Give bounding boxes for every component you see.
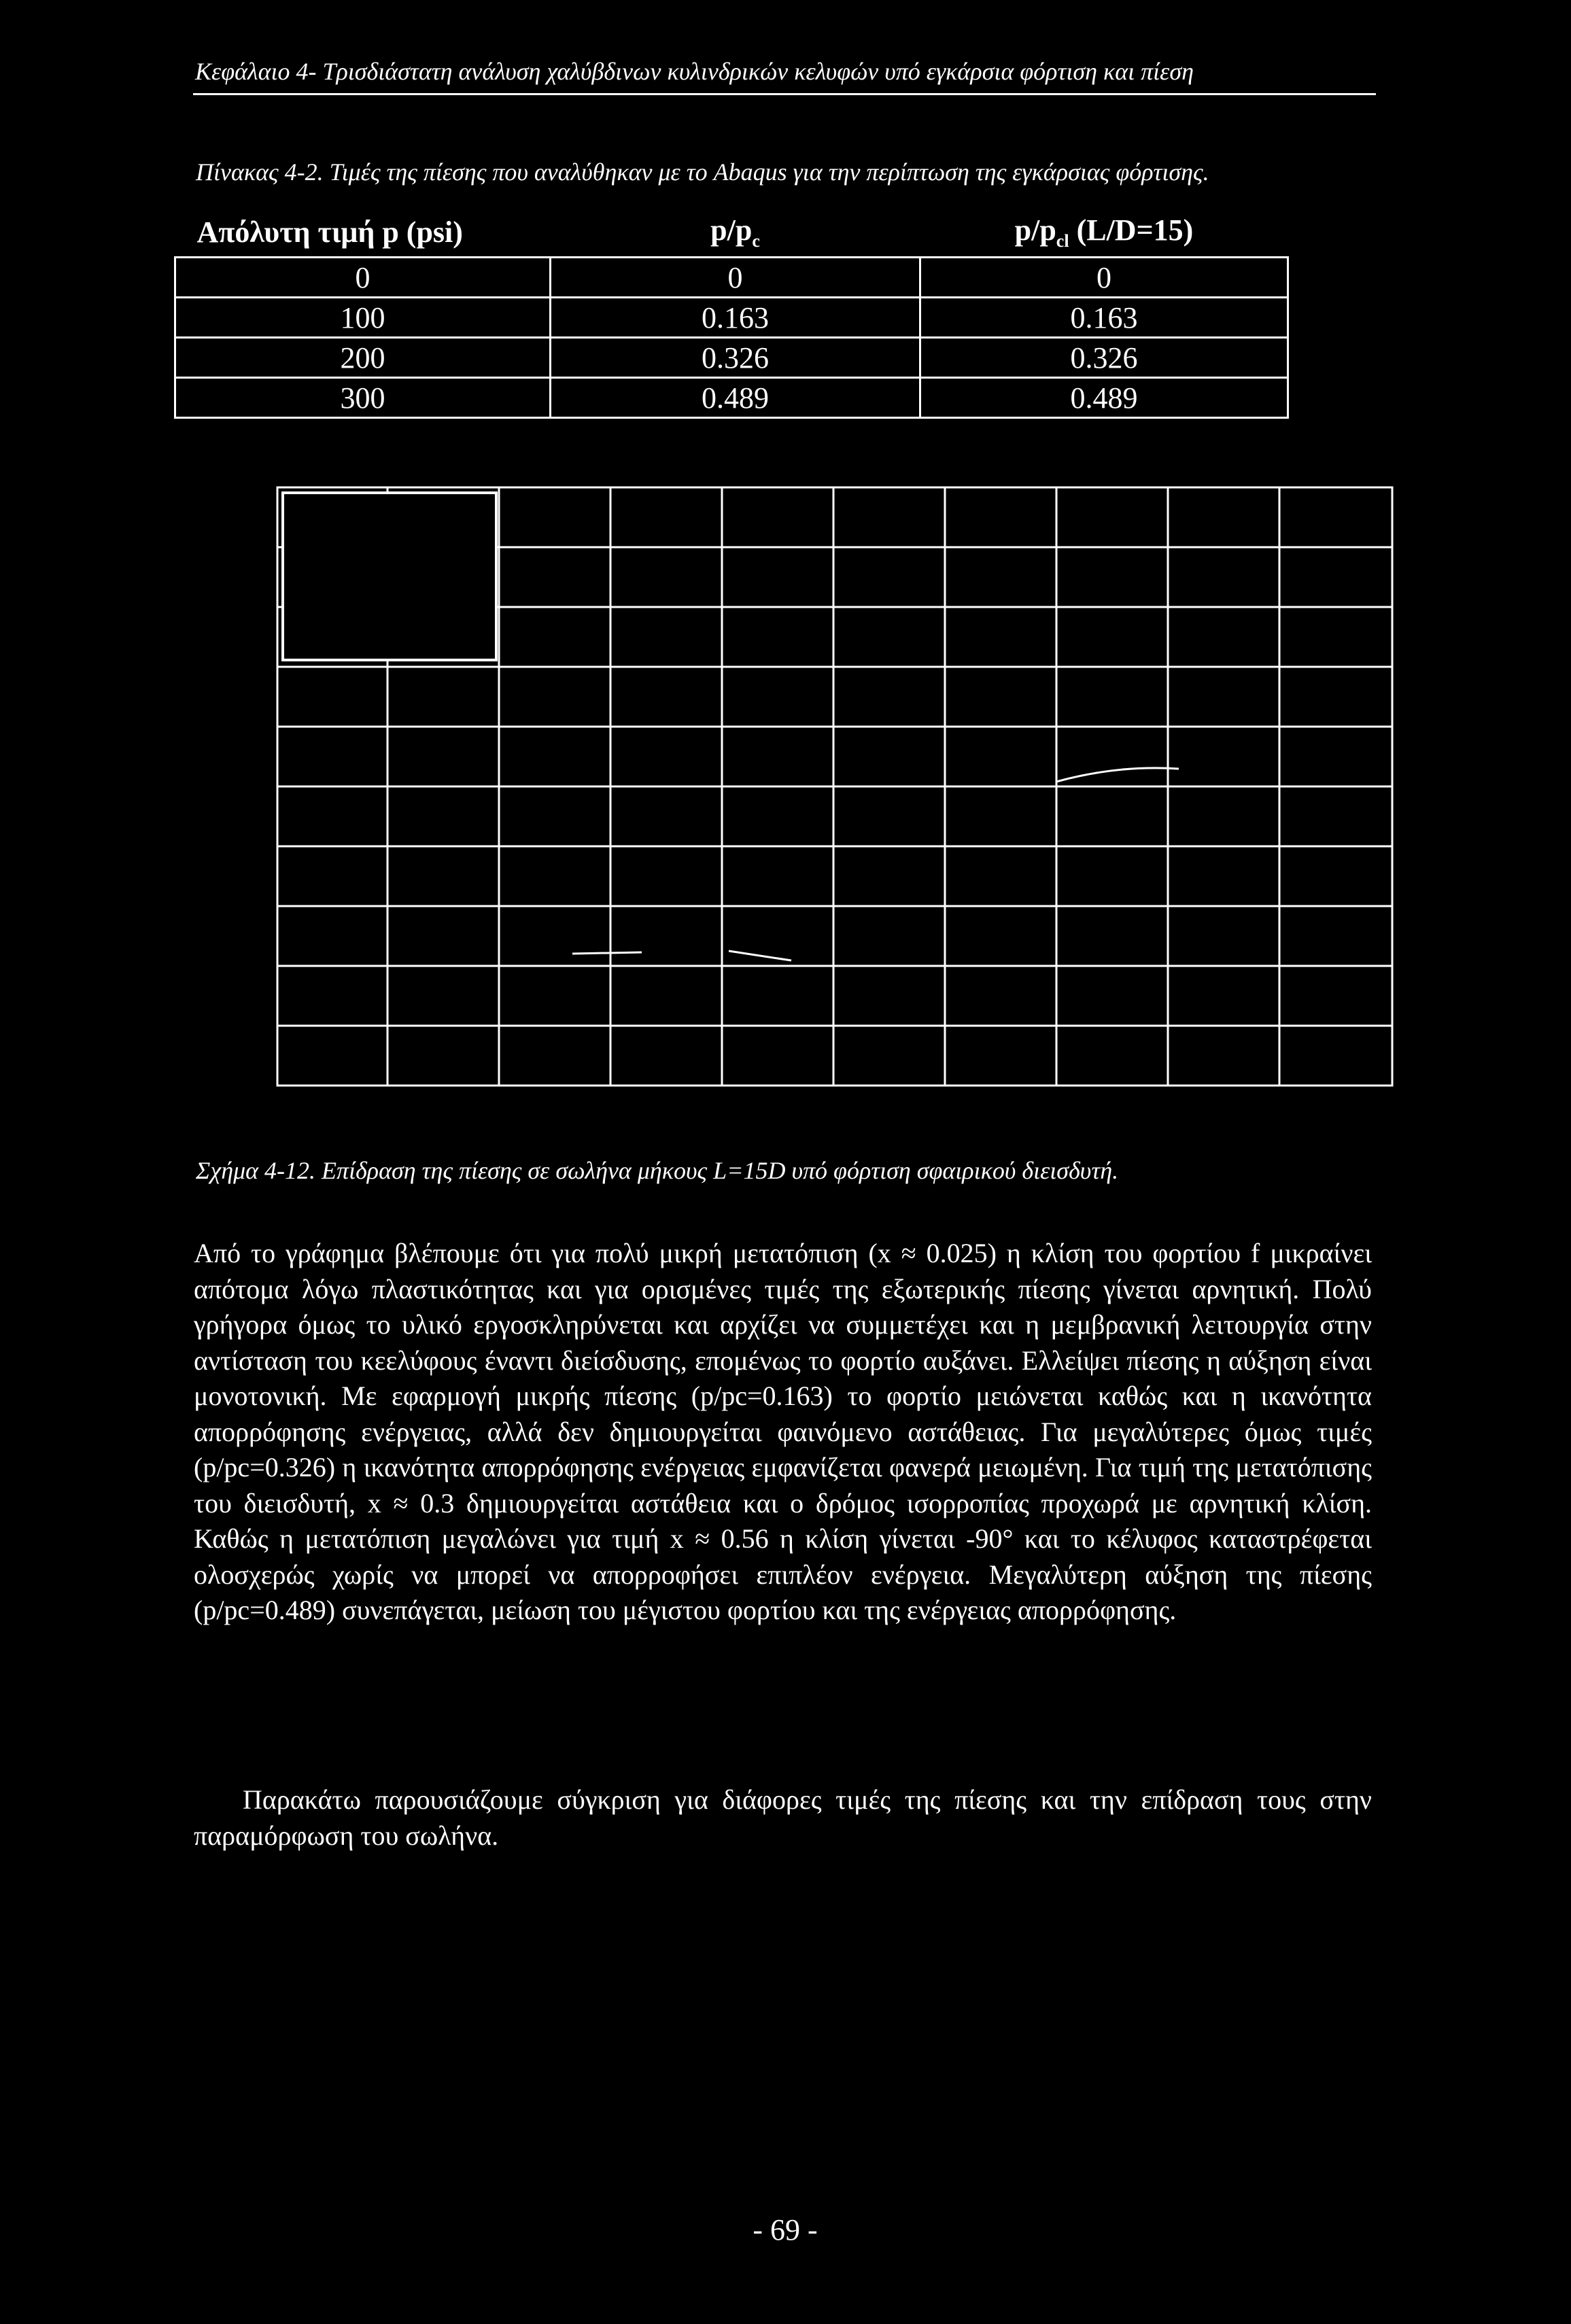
body-paragraph: Από το γράφημα βλέπουμε ότι για πολύ μικρή μετατόπιση (x ≈ 0.025) η κλίση του φορτίου f μικραίνει απότομα λόγω πλαστικότητας και για ορισμένες τιμές της εξωτερικής πίεσης γίνεται αρνητική. Πολύ γρήγορα όμως το υλικό εργοσκληρύνεται και αρχίζει να συμμετέχει και η μεμβρανική λειτουργία στην αντίσταση του κεελύφους έναντι διείσδυσης, επομένως το φορτίο αυξάνει. Ελλείψει πίεσης η αύξηση είναι μονοτονική. Με εφαρμογή μικρής πίεσης (p/pc=0.163) το φορτίο μειώνεται καθώς και η ικανότητα απορρόφησης ενέργειας, αλλά δεν δημιουργείται φαινόμενο αστάθειας. Για μεγαλύτερες όμως τιμές (p/pc=0.326) η ικανότητα απορρόφησης ενέργειας εμφανίζεται φανερά μειωμένη. Για τιμή της μετατόπισης του διεισδυτή, x ≈ 0.3 δημιουργείται αστάθεια και ο δρόμος ισορροπίας προχωρά με αρνητική κλίση. Καθώς η μετατόπιση μεγαλώνει για τιμή x ≈ 0.56 η κλίση γίνεται -90° και το κέλυφος καταστρέφεται ολοσχερώς χωρίς να μπορεί να απορροφήσει επιπλέον ενέργεια. Μεγαλύτερη αύξηση της πίεσης (p/pc=0.489) συνεπάγεται, μείωση του μέγιστου φορτίου και της ενέργειας απορρόφησης. [194,1238,1372,1625]
header-p-over-pc-main: p/p [710,213,753,247]
header-p-over-pcl-sub: cl [1056,230,1069,251]
table-cell: 0.163 [920,298,1288,338]
table-cell: 100 [175,298,551,338]
curve-fragment [572,952,642,954]
legend-box [283,493,496,660]
header-absolute-pressure: Απόλυτη τιμή p (psi) [196,215,463,249]
table-cell: 0 [175,258,551,298]
header-p-over-pc [551,207,920,258]
table-row [175,338,1288,378]
curve-fragment [1056,768,1179,782]
table-cell: 0.326 [551,338,920,378]
header-rule [193,93,1376,95]
curve-fragment [729,951,791,960]
table-row [175,258,1288,298]
header-p-over-pcl-main: p/p [1014,213,1056,247]
table-row [175,378,1288,418]
table-cell: 300 [175,378,551,418]
table-cell: 0.163 [551,298,920,338]
figure-caption: Σχήμα 4-12. Επίδραση της πίεσης σε σωλήνα μήκους L=15D υπό φόρτιση σφαιρικού διεισδυτή. [196,1157,1119,1184]
table-cell: 0 [920,258,1288,298]
table-cell: 0.489 [920,378,1288,418]
table-cell: 0 [551,258,920,298]
page-number: - 69 - [753,2213,818,2247]
header-p-over-pcl [920,207,1288,258]
body-paragraph: Παρακάτω παρουσιάζουμε σύγκριση για διάφορες τιμές της πίεσης και την επίδραση τους στην παραμόρφωση του σωλήνα. [194,1784,1372,1851]
table-header-row [175,207,1288,258]
header-p-over-pcl-tail: (L/D=15) [1069,213,1194,247]
header-p-over-pc-sub: c [752,230,760,251]
table-row [175,298,1288,338]
table-cell: 0.326 [920,338,1288,378]
table-caption: Πίνακας 4-2. Τιμές της πίεσης που αναλύθηκαν με το Abaqus για την περίπτωση της εγκάρσιας φόρτισης. [196,158,1209,186]
pressure-table [174,207,1289,419]
table-cell: 200 [175,338,551,378]
figure-graph [275,485,1399,1088]
running-header: Κεφάλαιο 4- Τρισδιάστατη ανάλυση χαλύβδινων κυλινδρικών κελυφών υπό εγκάρσια φόρτιση και πίεση [195,58,1194,85]
table-cell: 0.489 [551,378,920,418]
